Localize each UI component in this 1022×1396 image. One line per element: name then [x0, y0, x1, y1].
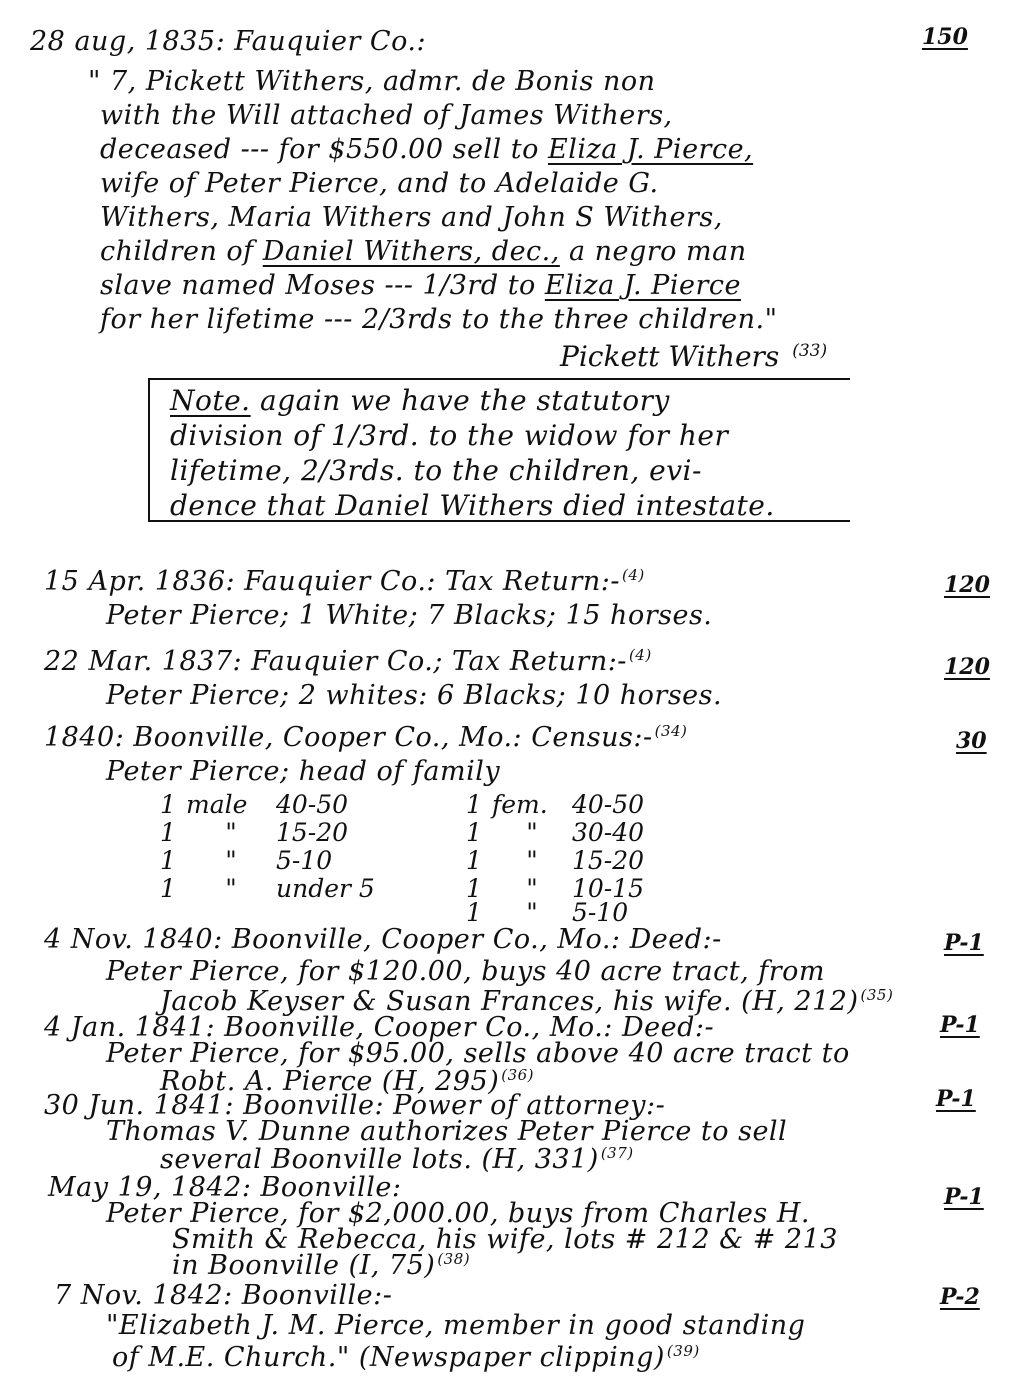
- record-line: Peter Pierce, for $120.00, buys 40 acre tract, from: [106, 956, 825, 987]
- census-cell: ": [526, 846, 538, 875]
- underlined-name: Eliza J. Pierce: [544, 270, 741, 301]
- entry-line: with the Will attached of James Withers,: [100, 100, 673, 131]
- census-cell: ": [526, 898, 538, 927]
- record-header: [44, 646, 652, 677]
- census-cell: 1: [160, 846, 176, 875]
- underlined-name: Daniel Withers, dec.,: [262, 236, 560, 267]
- record-line: Peter Pierce; 1 White; 7 Blacks; 15 horses.: [106, 600, 713, 631]
- census-cell: 1: [466, 898, 482, 927]
- record-line: [112, 1342, 700, 1373]
- entry-line: Withers, Maria Withers and John S Withers,: [100, 202, 723, 233]
- entry-line: [100, 270, 741, 301]
- census-row: [160, 846, 644, 875]
- record-line: [172, 1250, 470, 1281]
- record-line: Peter Pierce; 2 whites: 6 Blacks; 10 horses.: [106, 680, 723, 711]
- record-line: Peter Pierce, for $2,000.00, buys from Charles H.: [106, 1198, 810, 1229]
- census-cell: 30-40: [572, 818, 645, 847]
- census-cell: 1: [466, 790, 482, 819]
- record-line-text: Jacob Keyser & Susan Frances, his wife. (H, 212): [160, 986, 859, 1017]
- record-header-text: 15 Apr. 1836: Fauquier Co.: Tax Return:-: [44, 566, 620, 597]
- note-text: again we have the statutory: [260, 384, 670, 417]
- census-cell: 1: [466, 818, 482, 847]
- page-ref: P-1: [944, 930, 984, 956]
- page-ref: 150: [922, 24, 968, 50]
- record-line: "Elizabeth J. M. Pierce, member in good standing: [106, 1310, 806, 1341]
- record-line: Thomas V. Dunne authorizes Peter Pierce to sell: [106, 1116, 788, 1147]
- record-cite: (39): [666, 1342, 700, 1360]
- page-ref: P-2: [940, 1284, 980, 1310]
- census-cell: ": [526, 874, 538, 903]
- underlined-name: Daniel Withers: [335, 489, 554, 522]
- record-cite: (38): [437, 1250, 471, 1268]
- census-cell: 1: [466, 874, 482, 903]
- record-line-text: Robt. A. Pierce (H, 295): [160, 1066, 500, 1097]
- page-ref: P-1: [936, 1086, 976, 1112]
- underlined-name: Eliza J. Pierce,: [547, 134, 754, 165]
- census-cell: 10-15: [572, 874, 645, 903]
- page-ref: 30: [956, 728, 987, 754]
- census-cell: ": [225, 846, 237, 875]
- census-cell: under 5: [276, 874, 375, 903]
- census-cell: 5-10: [276, 846, 333, 875]
- signature: [560, 340, 827, 373]
- page-ref: 120: [944, 572, 990, 598]
- citation: (33): [792, 340, 828, 361]
- census-cell: ": [526, 818, 538, 847]
- record-cite: (37): [600, 1144, 634, 1162]
- page-ref: P-1: [940, 1012, 980, 1038]
- record-header: 4 Nov. 1840: Boonville, Cooper Co., Mo.: Deed:-: [44, 924, 722, 955]
- record-header: [44, 566, 645, 597]
- record-sup: (34): [654, 722, 688, 740]
- entry-line: " 7, Pickett Withers, admr. de Bonis non: [88, 66, 656, 97]
- entry-line-text: a negro man: [568, 236, 747, 267]
- entry-header: 28 aug, 1835: Fauquier Co.:: [30, 26, 427, 57]
- census-cell: 1: [160, 790, 176, 819]
- record-sup: (4): [628, 646, 652, 664]
- census-cell: 5-10: [572, 898, 629, 927]
- record-cite: (35): [860, 986, 894, 1004]
- census-row: [160, 790, 644, 819]
- record-cite: (36): [501, 1066, 535, 1084]
- entry-line-text: slave named Moses --- 1/3rd to: [100, 270, 536, 301]
- record-sup: (4): [621, 566, 645, 584]
- census-cell: 40-50: [572, 790, 645, 819]
- record-header: 30 Jun. 1841: Boonville: Power of attorney:-: [44, 1090, 666, 1121]
- note-line: [170, 384, 670, 417]
- record-header: [44, 722, 687, 753]
- record-line-text: in Boonville (I, 75): [172, 1250, 436, 1281]
- page-ref: 120: [944, 654, 990, 680]
- page-ref: P-1: [944, 1184, 984, 1210]
- census-row: [160, 818, 644, 847]
- census-cell: 15-20: [276, 818, 349, 847]
- note-text: died intestate.: [563, 489, 775, 522]
- record-header: 4 Jan. 1841: Boonville, Cooper Co., Mo.: Deed:-: [44, 1012, 715, 1043]
- census-cell: ": [225, 818, 237, 847]
- entry-line: [100, 134, 753, 165]
- record-line: Peter Pierce; head of family: [106, 756, 501, 787]
- record-line: [160, 1144, 634, 1175]
- census-cell: ": [225, 874, 237, 903]
- census-cell: 15-20: [572, 846, 645, 875]
- entry-line: wife of Peter Pierce, and to Adelaide G.: [100, 168, 659, 199]
- record-header: May 19, 1842: Boonville:: [48, 1172, 402, 1203]
- census-cell: 1: [466, 846, 482, 875]
- census-row: [160, 898, 628, 927]
- census-cell: 1: [160, 874, 176, 903]
- census-cell: 1: [160, 818, 176, 847]
- census-cell: male: [186, 790, 248, 819]
- census-cell: 40-50: [276, 790, 349, 819]
- note-line: division of 1/3rd. to the widow for her: [170, 419, 729, 452]
- record-header-text: 22 Mar. 1837: Fauquier Co.; Tax Return:-: [44, 646, 627, 677]
- record-line: Peter Pierce, for $95.00, sells above 40 acre tract to: [106, 1038, 850, 1069]
- note-line: lifetime, 2/3rds. to the children, evi-: [170, 454, 702, 487]
- note-text: dence that: [170, 489, 326, 522]
- record-header: 7 Nov. 1842: Boonville:-: [54, 1280, 393, 1311]
- record-line-text: several Boonville lots. (H, 331): [160, 1144, 599, 1175]
- signature-text: Pickett Withers: [560, 340, 780, 373]
- entry-line-text: deceased --- for $550.00 sell to: [100, 134, 539, 165]
- note-line: [170, 489, 775, 522]
- record-header-text: 1840: Boonville, Cooper Co., Mo.: Census:-: [44, 722, 653, 753]
- census-cell: fem.: [492, 790, 548, 819]
- record-line-text: of M.E. Church." (Newspaper clipping): [112, 1342, 665, 1373]
- entry-line: for her lifetime --- 2/3rds to the three children.": [100, 304, 778, 335]
- entry-line-text: children of: [100, 236, 254, 267]
- entry-line: [100, 236, 747, 267]
- record-line: Smith & Rebecca, his wife, lots # 212 & # 213: [172, 1224, 838, 1255]
- note-label: Note.: [170, 384, 251, 417]
